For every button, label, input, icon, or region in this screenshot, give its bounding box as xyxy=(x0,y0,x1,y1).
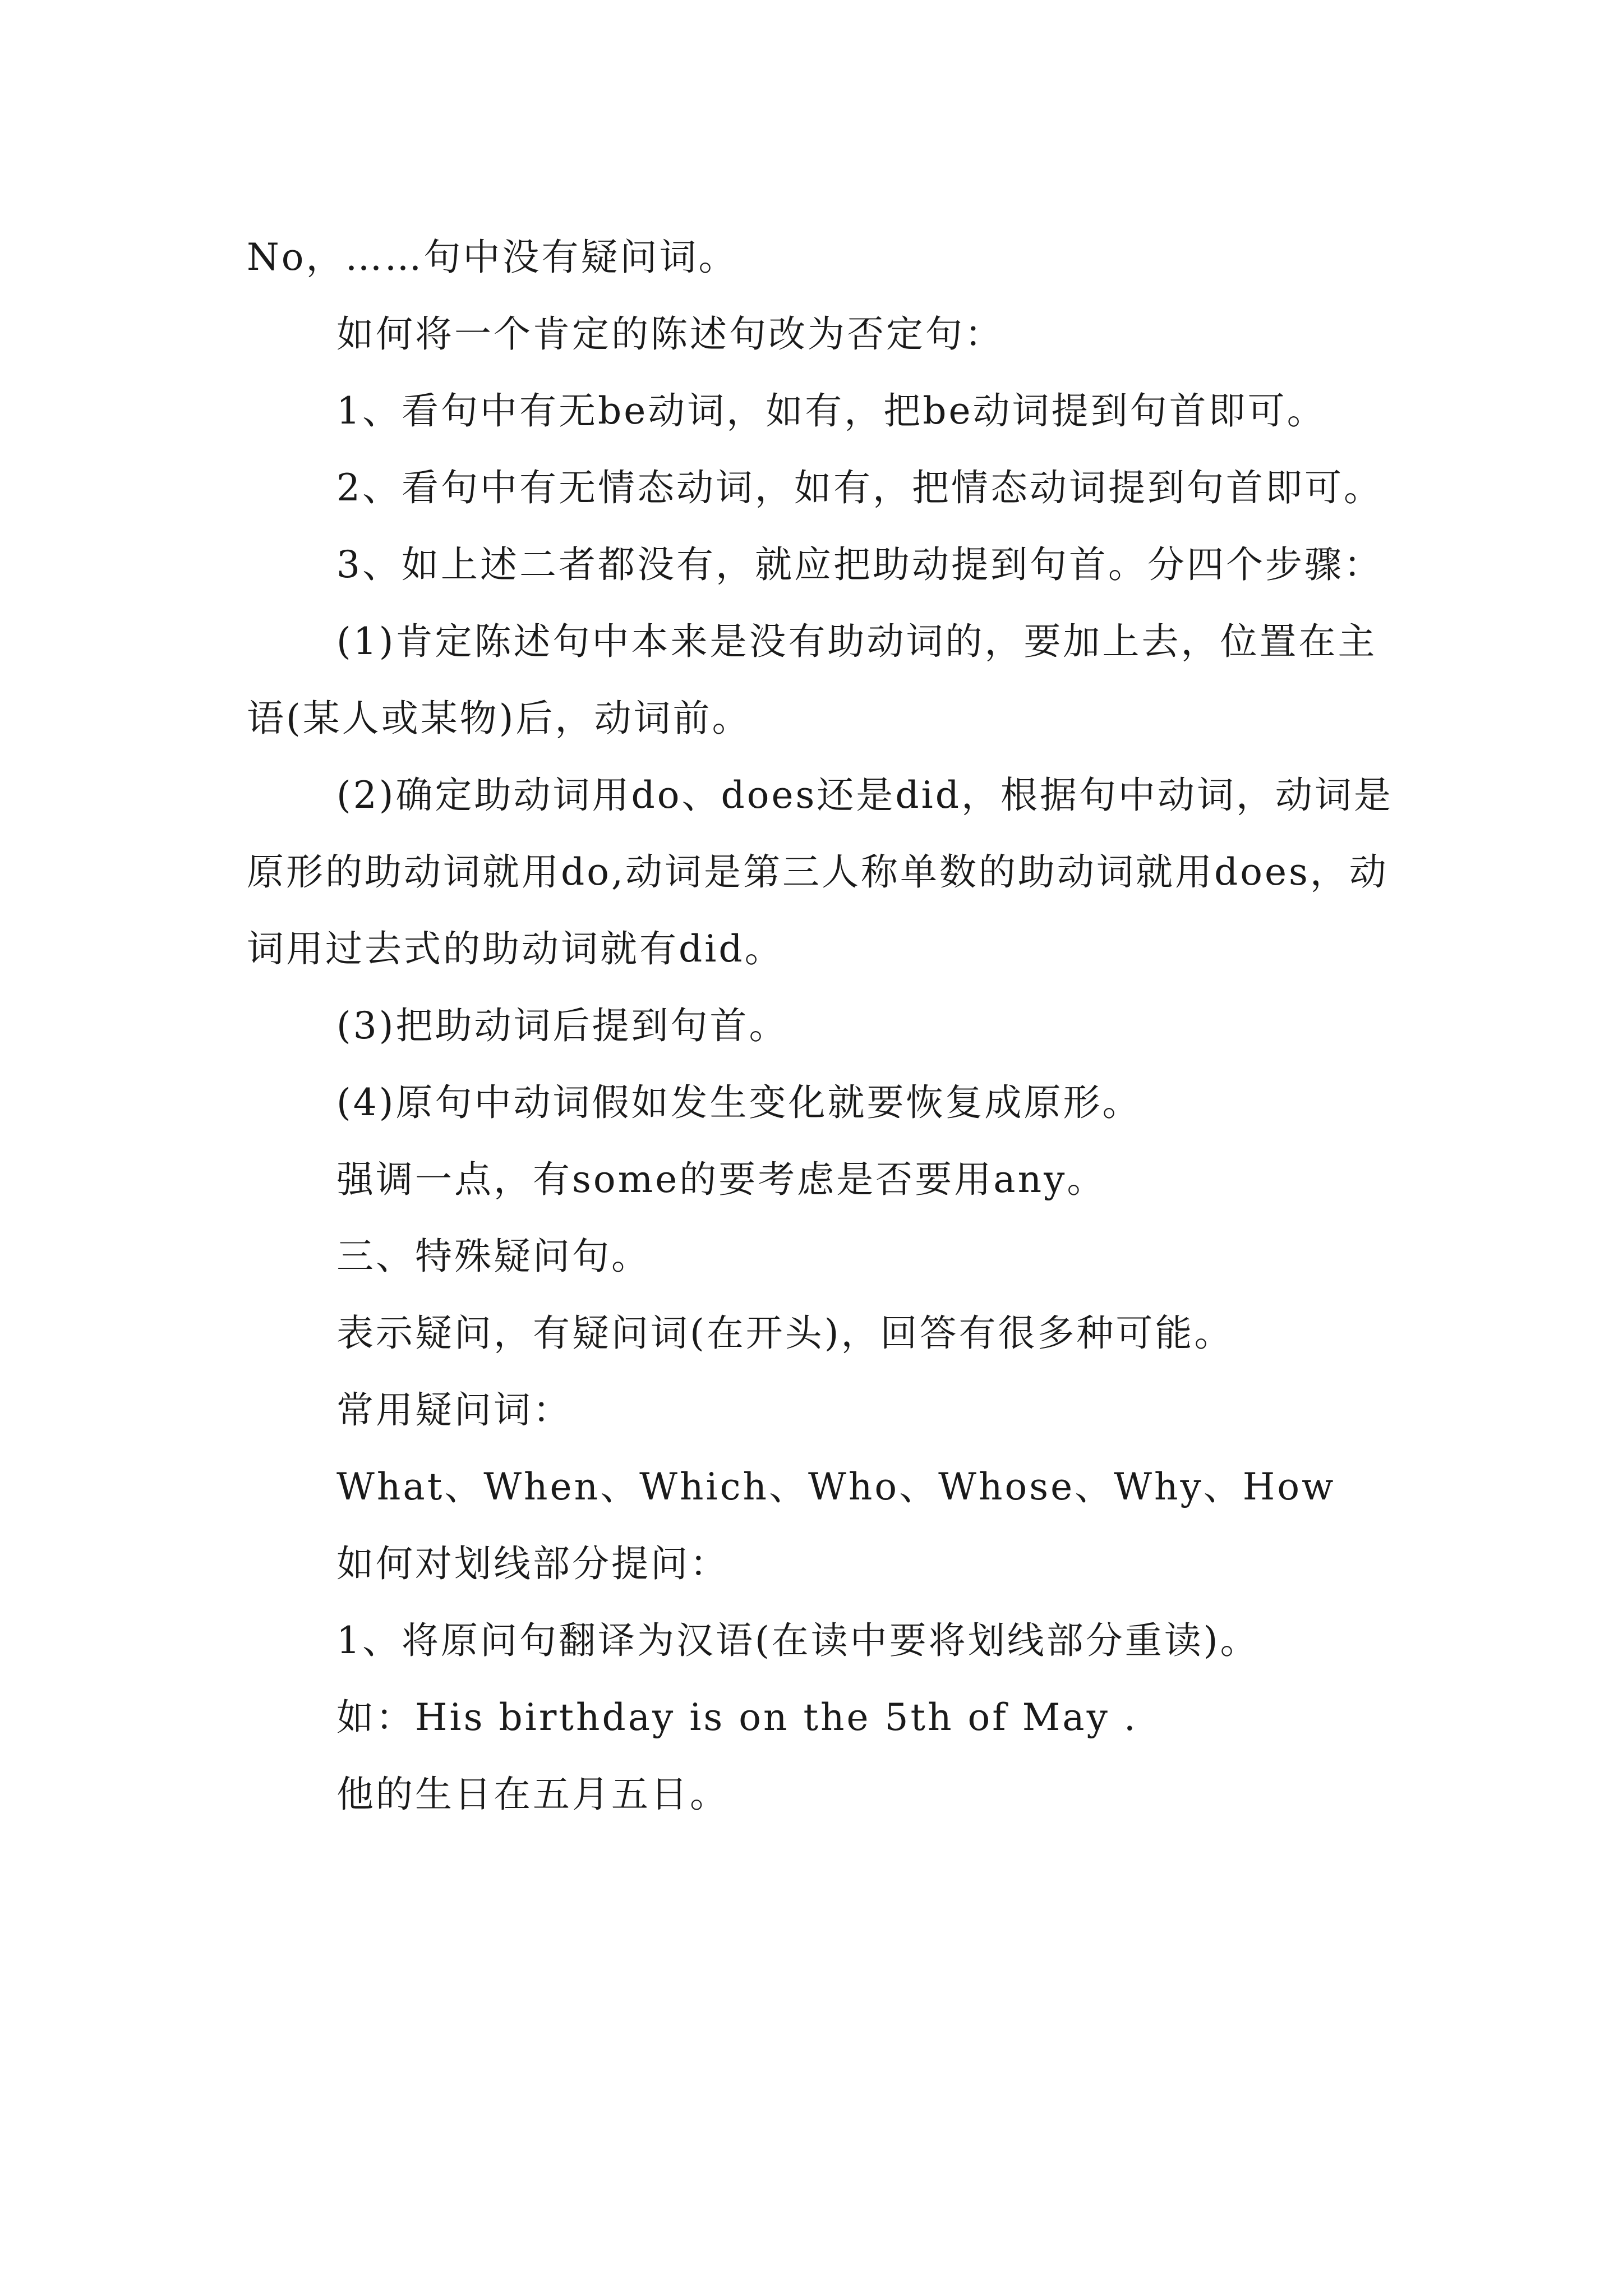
paragraph-example-english: 如：His birthday is on the 5th of May . xyxy=(336,1696,1138,1739)
paragraph-rule-modal-verb: 2、看句中有无情态动词，如有，把情态动词提到句首即可。 xyxy=(336,466,1383,509)
section-heading-special-questions: 三、特殊疑问句。 xyxy=(336,1235,651,1278)
paragraph-negative-howto: 如何将一个肯定的陈述句改为否定句： xyxy=(336,312,1004,356)
paragraph-step-2: (2)确定助动词用do、does还是did，根据句中动词，动词是原形的助动词就用do,动词是第三人称单数的助动词就用does，动词用过去式的助动词就有did。 xyxy=(247,774,1393,970)
document-body xyxy=(247,219,1396,1833)
paragraph-underline-question-howto: 如何对划线部分提问： xyxy=(336,1542,729,1585)
paragraph-question-words-list: What、When、Which、Who、Whose、Why、How xyxy=(336,1465,1336,1508)
paragraph-step-1: (1)肯定陈述句中本来是没有助动词的，要加上去，位置在主语(某人或某物)后，动词前。 xyxy=(247,620,1377,740)
paragraph-rule-be-verb: 1、看句中有无be动词，如有，把be动词提到句首即可。 xyxy=(336,389,1326,432)
paragraph-rule-auxiliary: 3、如上述二者都没有，就应把助动提到句首。分四个步骤： xyxy=(336,543,1383,586)
paragraph-step-3: (3)把助动词后提到句首。 xyxy=(336,1004,789,1047)
paragraph-translate-step: 1、将原问句翻译为汉语(在读中要将划线部分重读)。 xyxy=(336,1619,1260,1662)
paragraph-special-question-definition: 表示疑问，有疑问词(在开头)，回答有很多种可能。 xyxy=(336,1312,1234,1355)
paragraph-example-chinese: 他的生日在五月五日。 xyxy=(336,1773,729,1816)
paragraph-no-question-word: No，……句中没有疑问词。 xyxy=(247,236,738,279)
paragraph-common-question-words-label: 常用疑问词： xyxy=(336,1388,572,1432)
paragraph-emphasis-some-any: 强调一点，有some的要考虑是否要用any。 xyxy=(336,1158,1106,1201)
paragraph-step-4: (4)原句中动词假如发生变化就要恢复成原形。 xyxy=(336,1081,1142,1124)
